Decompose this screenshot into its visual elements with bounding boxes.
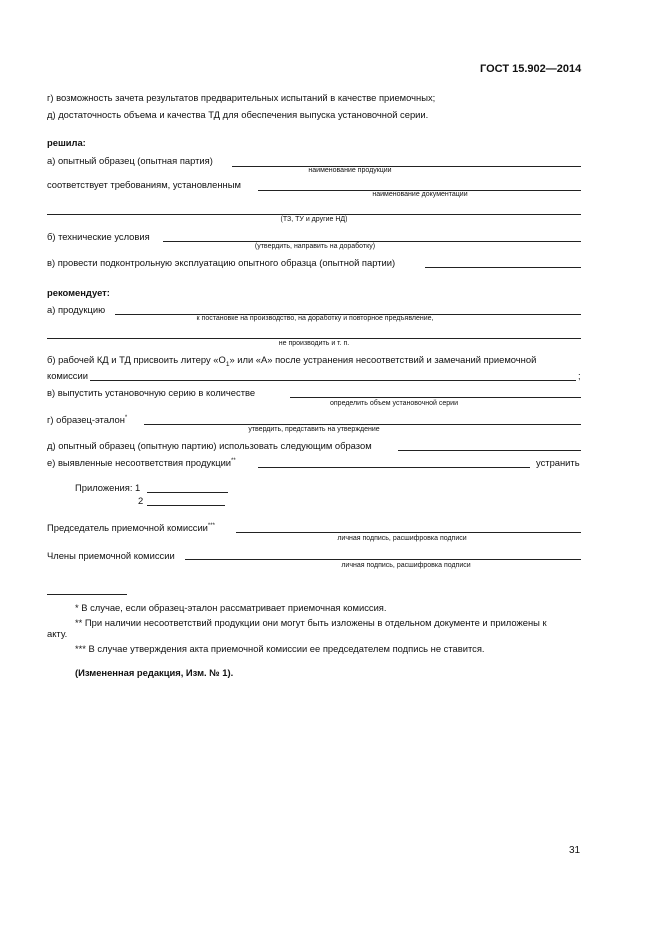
- recommends-b-line2: комиссии: [47, 370, 88, 381]
- recommends-g-text: г) образец-эталон: [47, 414, 125, 425]
- docs-caption: (ТЗ, ТУ и другие НД): [280, 216, 348, 223]
- members-caption: личная подпись, расшифровка подписи: [341, 562, 471, 569]
- recommends-b-line1: [47, 354, 537, 368]
- recommends-heading: рекомендует:: [47, 287, 110, 298]
- recommends-g-caption: утвердить, представить на утверждение: [248, 426, 380, 433]
- recommends-g-label: [47, 414, 127, 425]
- resolved-a-label: а) опытный образец (опытная партия): [47, 155, 213, 166]
- recommends-e-text: е) выявленные несоответствия продукции: [47, 457, 232, 468]
- page-number: 31: [569, 845, 581, 856]
- resolved-a-caption: наименование продукции: [308, 167, 392, 174]
- recommends-e-line: [258, 467, 530, 468]
- chair-label: [47, 522, 215, 533]
- recommends-a-line2: [47, 338, 581, 339]
- conforms-label: соответствует требованиям, установленным: [47, 179, 241, 190]
- intro-item-g: г) возможность зачета результатов предварительных испытаний в качестве приемочных;: [47, 92, 436, 103]
- footnote-2-line2: акту.: [47, 628, 68, 639]
- footnote-1: * В случае, если образец-эталон рассматривает приемочная комиссия.: [75, 602, 387, 613]
- chair-caption: личная подпись, расшифровка подписи: [337, 535, 467, 542]
- recommends-b-suffix: » или «А» после устранения несоответствий и замечаний приемочной: [229, 354, 537, 365]
- recommends-v-line: [290, 397, 581, 398]
- attachment-1-line: [147, 492, 228, 493]
- recommends-a-caption2: не производить и т. п.: [278, 340, 350, 347]
- chair-text: Председатель приемочной комиссии: [47, 522, 208, 533]
- recommends-b-prefix: б) рабочей КД и ТД присвоить литеру «О: [47, 354, 226, 365]
- recommends-v-label: в) выпустить установочную серию в количестве: [47, 387, 256, 398]
- recommends-d-label: д) опытный образец (опытную партию) использовать следующим образом: [47, 440, 372, 451]
- litera-subscript: 1: [225, 360, 230, 368]
- resolved-heading: решила:: [47, 137, 86, 148]
- revision-note: (Измененная редакция, Изм. № 1).: [75, 667, 234, 678]
- resolved-b-line: [163, 241, 581, 242]
- standard-number: ГОСТ 15.902—2014: [480, 63, 582, 75]
- recommends-a-caption: к постановке на производство, на доработку и повторное предъявление,: [196, 315, 434, 322]
- conforms-caption: наименование документации: [372, 191, 468, 198]
- resolved-v-label: в) провести подконтрольную эксплуатацию опытного образца (опытной партии): [47, 257, 396, 268]
- recommends-d-line: [398, 450, 581, 451]
- resolved-v-line: [425, 267, 581, 268]
- intro-item-d: д) достаточность объема и качества ТД для обеспечения выпуска установочной серии.: [47, 109, 429, 120]
- footnote-mark-2: **: [231, 457, 236, 464]
- footnote-3: *** В случае утверждения акта приемочной комиссии ее председателем подпись не ставится.: [75, 643, 485, 654]
- docs-line: [47, 214, 581, 215]
- recommends-v-caption: определить объем установочной серии: [330, 400, 458, 407]
- footnote-separator: [47, 594, 127, 595]
- footnote-mark-3: ***: [207, 522, 215, 529]
- attachment-2-line: [147, 505, 225, 506]
- recommends-a-label: а) продукцию: [47, 304, 106, 315]
- recommends-b-end: ;: [578, 370, 581, 381]
- recommends-b-line: [90, 380, 576, 381]
- members-signature-line: [185, 559, 581, 560]
- resolved-b-caption: (утвердить, направить на доработку): [254, 243, 376, 250]
- recommends-e-label: [47, 457, 236, 468]
- recommends-g-line: [144, 424, 581, 425]
- resolved-b-label: б) технические условия: [47, 231, 150, 242]
- attachments-second: 2: [138, 495, 144, 506]
- recommends-e-end: устранить: [536, 457, 580, 468]
- members-label: Члены приемочной комиссии: [47, 550, 175, 561]
- footnote-2-line1: ** При наличии несоответствий продукции они могут быть изложены в отдельном документе и приложены к: [75, 617, 547, 628]
- chair-signature-line: [236, 532, 581, 533]
- resolved-a-line: [232, 166, 581, 167]
- attachments-label: Приложения: 1: [75, 482, 141, 493]
- footnote-mark-1: *: [124, 414, 128, 421]
